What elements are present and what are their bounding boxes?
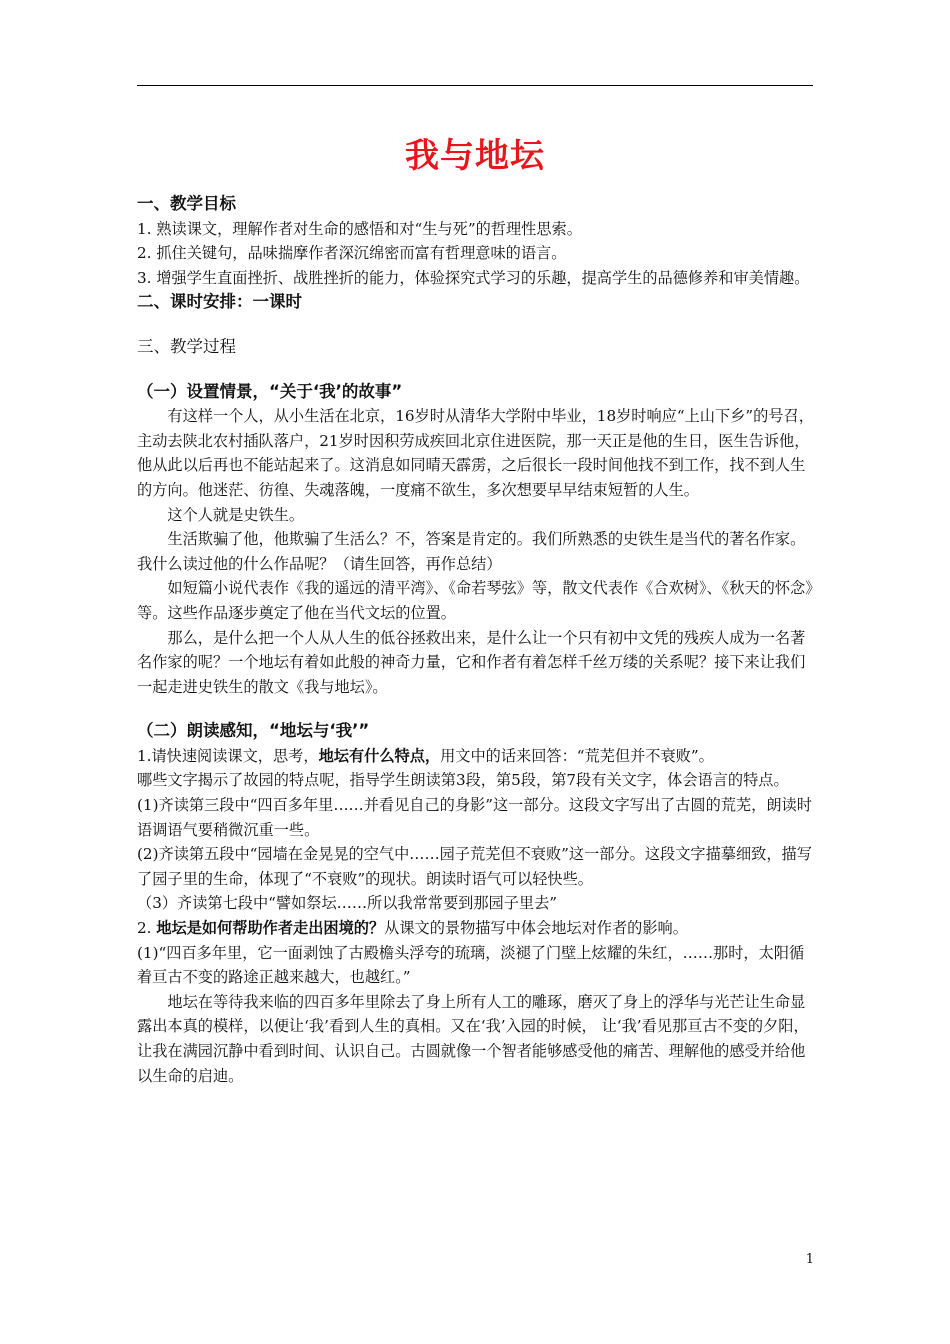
paragraph: 这个人就是史铁生。 [167,505,305,524]
section-heading-schedule: 二、课时安排：一课时 [137,292,302,312]
goal-item: 2. 抓住关键句，品味揣摩作者深沉绵密而富有哲理意味的语言。 [137,244,567,263]
part-heading-1: （一）设置情景，“关于‘我’的故事” [137,381,403,401]
reading-item: （3）齐读第七段中“譬如祭坛……所以我常常要到那园子里去” [137,894,558,913]
paragraph: 生活欺骗了他，他欺骗了生活么？不，答案是肯定的。我们所熟悉的史铁生是当代的著名作家。我什么读过他的什么作品呢？（请生回答，再作总结） [137,530,806,573]
goal-item: 3. 增强学生直面挫折、战胜挫折的能力，体验探究式学习的乐趣，提高学生的品德修养和审美情趣。 [137,268,810,287]
paragraph: 如短篇小说代表作《我的遥远的清平湾》、《命若琴弦》等，散文代表作《合欢树》、《秋天的怀念》等。这些作品逐步奠定了他在当代文坛的位置。 [137,579,813,622]
reading-item: (1)齐读第三段中“四百多年里……并看见自己的身影”这一部分。这段文字写出了古圆的荒芜，朗读时语调语气要稍微沉重一些。 [137,796,812,839]
header-rule [137,85,813,86]
analysis-paragraph: 地坛在等待我来临的四百多年里除去了身上所有人工的雕琢，磨灭了身上的浮华与光芒让生命显露出本真的模样，以便让‘我’看到人生的真相。又在‘我’入园的时候， 让‘我’看见那亘古不变的夕阳，让我在满园沉静中看到时间、认识自己。古圆就像一个智者能够感受他的痛苦、理解他的感受并给他以生命的启迪。 [137,992,809,1085]
reading-item: (2)齐读第五段中“园墙在金晃晃的空气中……园子荒芜但不衰败”这一部分。这段文字描摹细致，描写了园子里的生命，体现了“不衰败”的现状。朗读时语气可以轻快些。 [137,845,812,888]
paragraph: 那么，是什么把一个人从人生的低谷拯救出来，是什么让一个只有初中文凭的残疾人成为一名著名作家的呢？一个地坛有着如此般的神奇力量，它和作者有着怎样千丝万缕的关系呢？接下来让我们一起走进史铁生的散文《我与地坛》。 [137,628,806,696]
goal-item: 1. 熟读课文，理解作者对生命的感悟和对“生与死”的哲理性思索。 [137,219,582,238]
paragraph: 哪些文字揭示了故园的特点呢，指导学生朗读第3段，第5段，第7段有关文字，体会语言的特点。 [137,771,789,790]
question-2: 2. 地坛是如何帮助作者走出困境的？从课文的景物描写中体会地坛对作者的影响。 [137,919,688,938]
paragraph: 有这样一个人，从小生活在北京，16岁时从清华大学附中毕业，18岁时响应“上山下乡”的号召，主动去陕北农村插队落户，21岁时因积劳成疾回北京住进医院，那一天正是他的生日，医生告诉他，他从此以后再也不能站起来了。这消息如同晴天霹雳，之后很长一段时间他找不到工作，找不到人生的方向。他迷茫、彷徨、失魂落魄，一度痛不欲生，多次想要早早结束短暂的人生。 [137,407,814,499]
section-heading-process: 三、教学过程 [137,336,236,356]
document-title: 我与地坛 [405,136,545,176]
question-1: 1.请快速阅读课文，思考，地坛有什么特点，用文中的话来回答：“荒芜但并不衰败”。 [137,746,714,765]
quote: (1)“四百多年里，它一面剥蚀了古殿檐头浮夸的琉璃，淡褪了门壁上炫耀的朱红，……那时，太阳循着亘古不变的路途正越来越大，也越红。” [137,943,805,987]
document-body [137,192,815,1088]
section-heading-goals: 一、教学目标 [137,194,236,213]
part-heading-2: （二）朗读感知，“地坛与‘我’” [137,721,370,741]
page-number: 1 [805,1252,814,1267]
